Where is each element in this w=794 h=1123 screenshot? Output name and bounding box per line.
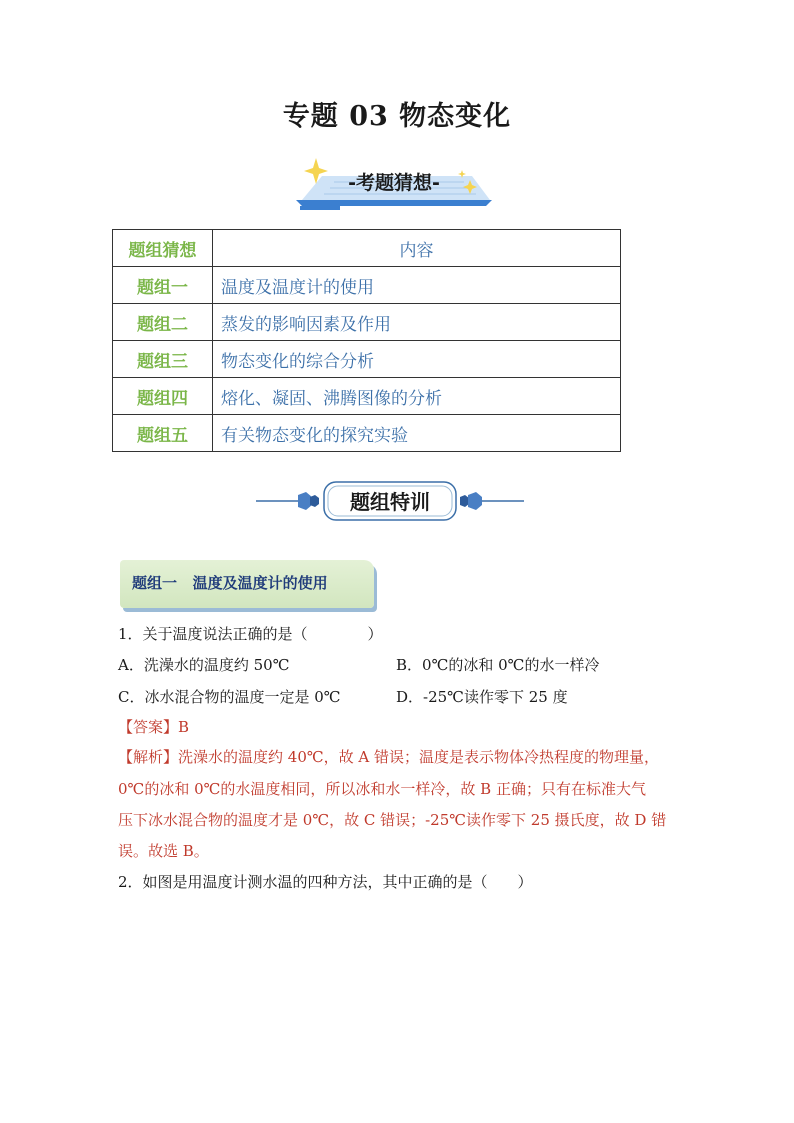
- option-a: A．洗澡水的温度约 50℃: [118, 656, 290, 674]
- answer-line: [118, 716, 189, 737]
- answer-tag: 【答案】: [118, 718, 179, 736]
- option-d: D．-25℃读作零下 25 度: [396, 688, 568, 706]
- analysis-line-4: 误。故选 B。: [118, 842, 209, 860]
- table-cell-content: 温度及温度计的使用: [213, 267, 621, 304]
- table-header-row: [113, 230, 621, 267]
- question-1-stem: 1．关于温度说法正确的是（ ）: [118, 625, 383, 643]
- section-heading: [120, 560, 374, 608]
- table-cell-content: 物态变化的综合分析: [213, 341, 621, 378]
- table-row: [113, 341, 621, 378]
- table-cell-group: 题组二: [113, 304, 213, 341]
- topic-guess-table: [112, 229, 621, 452]
- table-cell-content: 熔化、凝固、沸腾图像的分析: [213, 378, 621, 415]
- option-c: C．冰水混合物的温度一定是 0℃: [118, 688, 341, 706]
- table-cell-content: 有关物态变化的探究实验: [213, 415, 621, 452]
- analysis-tag: 【解析】: [118, 748, 179, 766]
- analysis-line-3: 压下冰水混合物的温度才是 0℃，故 C 错误；-25℃读作零下 25 摄氏度，故 D 错: [118, 811, 667, 829]
- table-row: [113, 267, 621, 304]
- table-cell-group: 题组三: [113, 341, 213, 378]
- table-row: [113, 304, 621, 341]
- analysis-line-2: 0℃的冰和 0℃的水温度相同，所以冰和水一样冷，故 B 正确；只有在标准大气: [118, 780, 646, 798]
- hexagon-icon: [298, 492, 312, 510]
- hexagon-icon: [468, 492, 482, 510]
- answer-value: B: [178, 718, 190, 736]
- training-banner: [252, 478, 528, 524]
- table-row: [113, 415, 621, 452]
- training-banner-label: 题组特训: [350, 490, 430, 514]
- banner-label: -考题猜想-: [348, 172, 440, 194]
- section-heading-label: 题组一 温度及温度计的使用: [132, 574, 328, 592]
- analysis-line-1: [118, 746, 659, 767]
- exam-guess-banner: [294, 154, 494, 212]
- table-cell-content: 蒸发的影响因素及作用: [213, 304, 621, 341]
- table-cell-group: 题组四: [113, 378, 213, 415]
- page-title: 专题 03 物态变化: [282, 101, 512, 132]
- question-2-stem: 2．如图是用温度计测水温的四种方法，其中正确的是（ ）: [118, 873, 533, 891]
- table-cell-group: 题组一: [113, 267, 213, 304]
- table-cell-group: 题组五: [113, 415, 213, 452]
- table-header-cell: 题组猜想: [113, 230, 213, 267]
- table-header-cell: 内容: [213, 230, 621, 267]
- analysis-text: 洗澡水的温度约 40℃，故 A 错误；温度是表示物体冷热程度的物理量，: [178, 748, 660, 766]
- option-b: B．0℃的冰和 0℃的水一样冷: [396, 656, 600, 674]
- table-row: [113, 378, 621, 415]
